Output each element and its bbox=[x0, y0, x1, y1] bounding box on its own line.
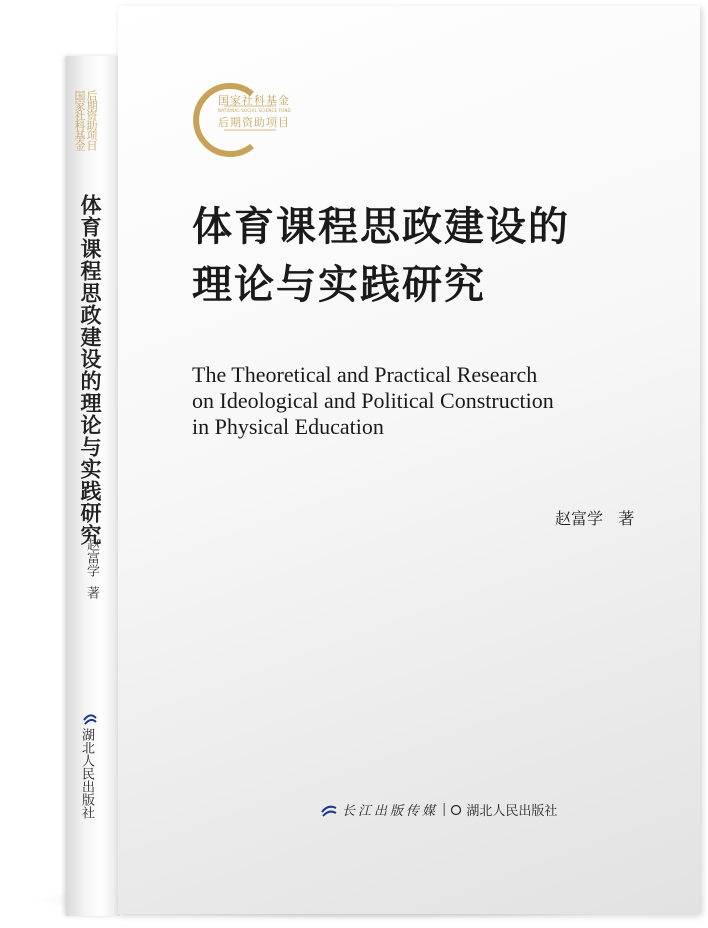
book-title-chinese bbox=[192, 198, 570, 314]
english-title-line3: in Physical Education bbox=[192, 414, 384, 439]
fund-logo-text-line1: 国家社科基金 bbox=[218, 94, 290, 107]
cover-author-text: 赵富学 著 bbox=[555, 509, 635, 528]
fund-logo-subtitle: NATIONAL SOCIAL SCIENCE FUND bbox=[218, 108, 291, 113]
spine-publisher: 湖北人民出版社 bbox=[79, 728, 94, 819]
book-title-english bbox=[192, 362, 554, 440]
cover-author bbox=[555, 506, 634, 529]
spine-fund-label-2 bbox=[86, 90, 97, 150]
spine-fund-line1: 国家社科基金 bbox=[73, 90, 86, 150]
fund-logo-text-line2: 后期资助项目 bbox=[218, 116, 290, 129]
spine-publisher-logo-icon bbox=[82, 712, 98, 728]
publisher-logo-icon bbox=[320, 803, 338, 817]
english-title-line1: The Theoretical and Practical Research bbox=[192, 362, 538, 387]
english-title-line2: on Ideological and Political Construction bbox=[192, 388, 554, 413]
spine-author-suffix: 著 bbox=[84, 586, 99, 599]
cover-publisher bbox=[320, 800, 557, 819]
spine-author: 赵富学 bbox=[84, 538, 99, 577]
publisher-separator: | bbox=[442, 802, 447, 817]
publisher-circle-icon bbox=[450, 804, 462, 816]
book-title-line1: 体育课程思政建设的 bbox=[192, 203, 570, 250]
publisher-name: 湖北人民出版社 bbox=[466, 804, 558, 819]
spine-title: 体育课程思政建设的理论与实践研究 bbox=[78, 194, 103, 546]
spine-fund-label bbox=[74, 90, 85, 150]
spine-fund-line2: 后期资助项目 bbox=[85, 90, 98, 150]
book-title-line2: 理论与实践研究 bbox=[192, 261, 486, 308]
publisher-group-name: 长江出版传媒 bbox=[342, 804, 439, 819]
